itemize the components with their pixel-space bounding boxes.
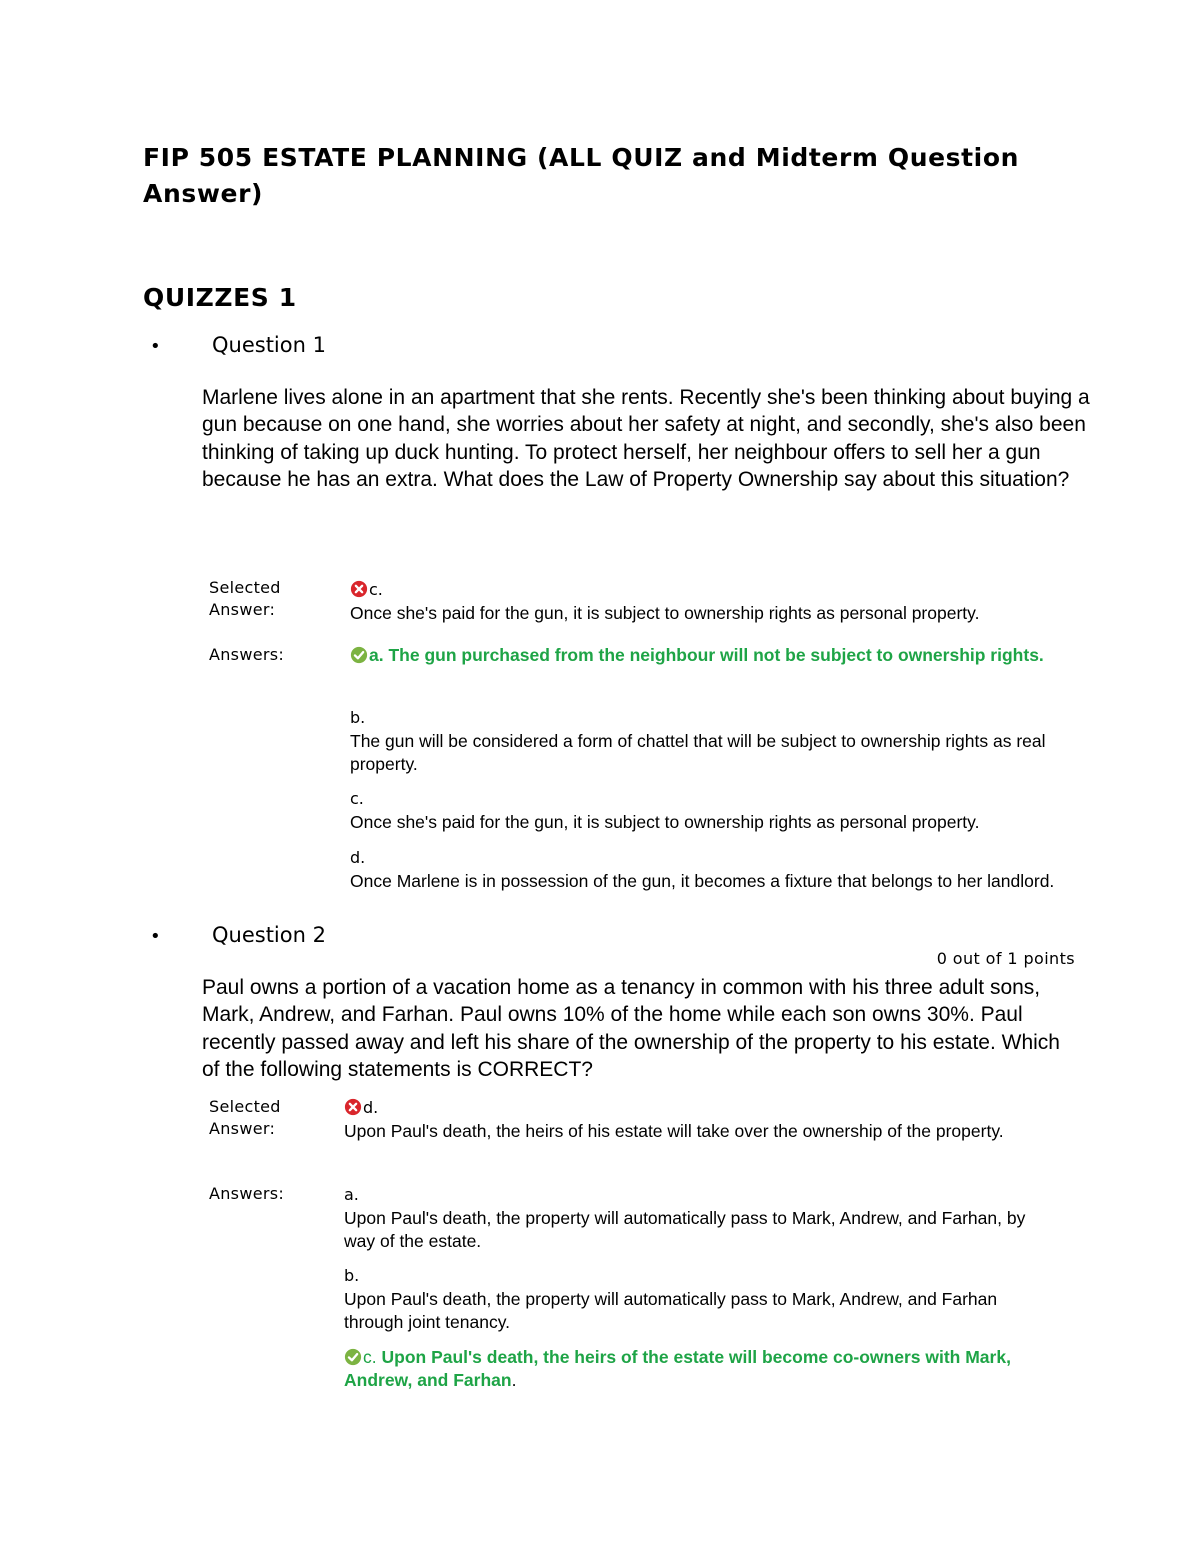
question-2-answer-a [344, 1183, 1034, 1253]
question-2-heading [150, 920, 326, 952]
selected-answer-label: Selected Answer: [209, 1097, 281, 1138]
question-2-selected-answer [344, 1096, 1024, 1143]
answer-letter: a. [369, 645, 384, 665]
answer-letter: b. [350, 708, 366, 727]
checkmark-icon [344, 1348, 362, 1366]
answers-label: Answers: [209, 1184, 285, 1203]
incorrect-x-icon [350, 580, 368, 598]
answer-text: Once Marlene is in possession of the gun, it becomes a fixture that belongs to her landlord. [350, 871, 1055, 891]
answer-letter: a. [344, 1185, 359, 1204]
answer-text: The gun purchased from the neighbour will not be subject to ownership rights. [388, 645, 1044, 665]
bullet: • [150, 926, 161, 947]
bullet: • [150, 336, 161, 357]
question-1-title: Question 1 [212, 333, 326, 357]
answer-text: Upon Paul's death, the property will automatically pass to Mark, Andrew, and Farhan, by way of the estate. [344, 1208, 1026, 1251]
checkmark-icon [350, 646, 368, 664]
answers-label: Answers: [209, 645, 285, 664]
answer-letter: b. [344, 1266, 360, 1285]
question-1-text: Marlene lives alone in an apartment that she rents. Recently she's been thinking about buying a gun because on one hand, she worries about her safety at night, and secondly, she's also been thinking of taking up duck hunting. To protect herself, her neighbour offers to sell her a gun because he has an extra. What does the Law of Property Ownership say about this situation? [202, 386, 1090, 491]
question-1-answer-d [350, 846, 1070, 893]
answer-letter: c. [350, 789, 364, 808]
answer-text: The gun will be considered a form of chattel that will be subject to ownership rights as real property. [350, 731, 1046, 774]
incorrect-x-icon [344, 1098, 362, 1116]
answer-text: Upon Paul's death, the property will automatically pass to Mark, Andrew, and Farhan through joint tenancy. [344, 1289, 998, 1332]
selected-answer-label: Selected Answer: [209, 578, 281, 619]
question-1-answer-c [350, 787, 1090, 834]
points-score: 0 out of 1 points [936, 949, 1075, 968]
answer-letter: d. [350, 848, 366, 867]
answer-text: Upon Paul's death, the heirs of the estate will become co-owners with Mark, Andrew, and Farhan [344, 1347, 1011, 1390]
answer-trailing-period: . [511, 1370, 517, 1390]
document-title: FIP 505 ESTATE PLANNING (ALL QUIZ and Midterm Question Answer) [143, 143, 1020, 208]
question-2-text: Paul owns a portion of a vacation home as a tenancy in common with his three adult sons, Mark, Andrew, and Farhan. Paul owns 10% of the home while each son owns 30%. Paul recently passed away and left his share of the ownership of the property to his estate. Which of the following statements is CORRECT? [202, 976, 1060, 1081]
section-heading: QUIZZES 1 [143, 283, 297, 312]
question-1-heading [150, 330, 326, 362]
answer-letter: c. [369, 580, 383, 599]
answer-letter: d. [363, 1098, 379, 1117]
question-2-title: Question 2 [212, 923, 326, 947]
question-2-answer-b [344, 1264, 1034, 1334]
answer-text: Once she's paid for the gun, it is subject to ownership rights as personal property. [350, 603, 980, 623]
question-2-answer-c [344, 1346, 1054, 1392]
answer-letter: c. [363, 1347, 377, 1367]
question-1-selected-answer [350, 578, 1090, 625]
question-1-answer-b [350, 706, 1090, 776]
answer-text: Upon Paul's death, the heirs of his estate will take over the ownership of the property. [344, 1121, 1004, 1141]
answer-text: Once she's paid for the gun, it is subject to ownership rights as personal property. [350, 812, 980, 832]
question-1-answer-a [350, 644, 1080, 667]
